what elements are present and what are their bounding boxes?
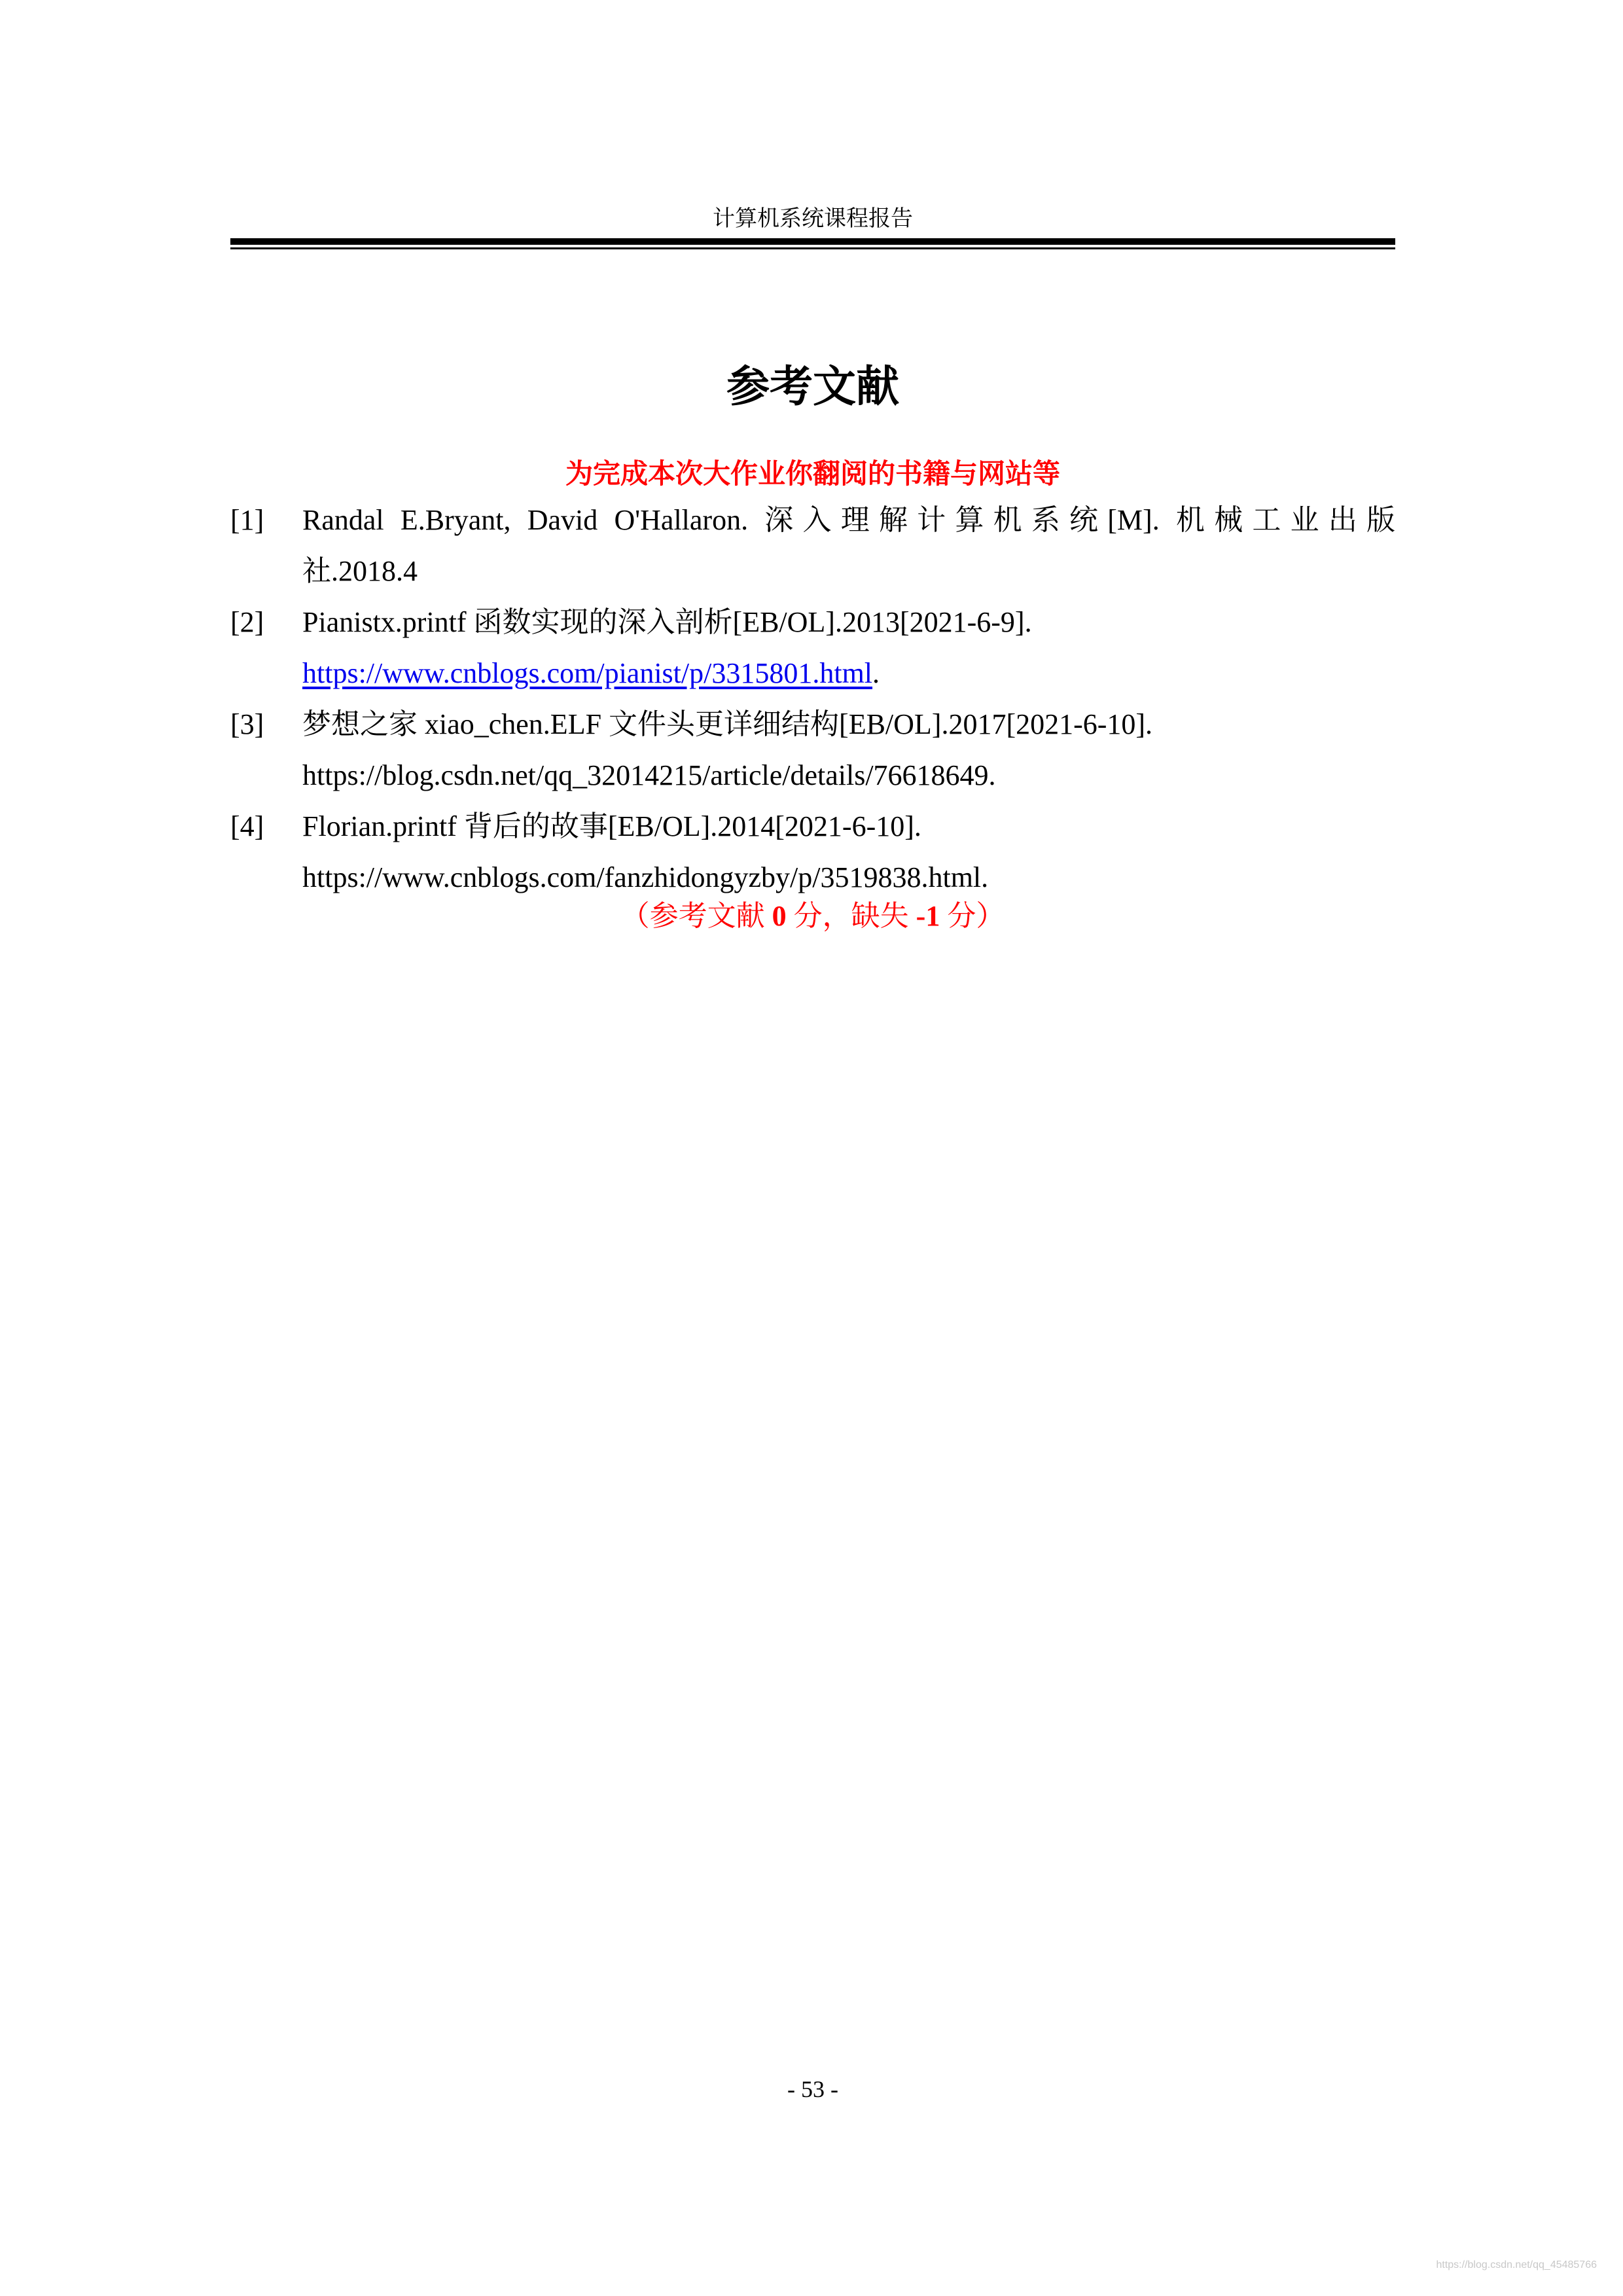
score-note [230, 897, 1395, 936]
reference-item-2 [230, 597, 1395, 699]
reference-link[interactable]: https://www.cnblogs.com/pianist/p/3315801.html [302, 657, 873, 689]
penalty-value: -1 [916, 900, 940, 932]
instruction-note: 为完成本次大作业你翻阅的书籍与网站等 [565, 457, 1060, 490]
reference-text-line: Randal E.Bryant, David O'Hallaron. 深入理解计算机系统[M]. 机械工业出版 [302, 504, 1395, 536]
score-note-open: （参考文献 [620, 900, 772, 932]
reference-url-line: https://www.cnblogs.com/fanzhidongyzby/p/3519838.html. [302, 861, 989, 893]
reference-link-trail: . [872, 657, 880, 689]
reference-link-line [302, 648, 1395, 699]
reference-body [302, 801, 1395, 903]
reference-list [230, 495, 1395, 903]
reference-item-3 [230, 699, 1395, 801]
reference-url-line: https://blog.csdn.net/qq_32014215/article/details/76618649. [302, 759, 996, 791]
running-header: 计算机系统课程报告 [713, 206, 913, 232]
header-rule-thick [230, 238, 1395, 245]
reference-body [302, 597, 1395, 699]
reference-text-line: 社.2018.4 [302, 555, 418, 587]
page-title: 参考文献 [726, 361, 899, 412]
reference-body [302, 495, 1395, 597]
reference-number: [4] [230, 810, 264, 842]
reference-text-line: Florian.printf 背后的故事[EB/OL].2014[2021-6-10]. [302, 810, 921, 842]
header-rule-thin [230, 247, 1395, 249]
page-number: - 53 - [787, 2076, 838, 2102]
score-note-close: 分） [940, 900, 1005, 932]
reference-item-1 [230, 495, 1395, 597]
reference-item-4 [230, 801, 1395, 903]
reference-body [302, 699, 1395, 801]
score-note-mid: 分，缺失 [786, 900, 916, 932]
score-value: 0 [772, 900, 787, 932]
reference-number: [2] [230, 606, 264, 638]
watermark: https://blog.csdn.net/qq_45485766 [1436, 2259, 1597, 2270]
reference-text-line: 梦想之家 xiao_chen.ELF 文件头更详细结构[EB/OL].2017[2021-6-10]. [302, 708, 1153, 740]
reference-number: [1] [230, 504, 264, 536]
reference-text-line: Pianistx.printf 函数实现的深入剖析[EB/OL].2013[2021-6-9]. [302, 606, 1032, 638]
reference-number: [3] [230, 708, 264, 740]
